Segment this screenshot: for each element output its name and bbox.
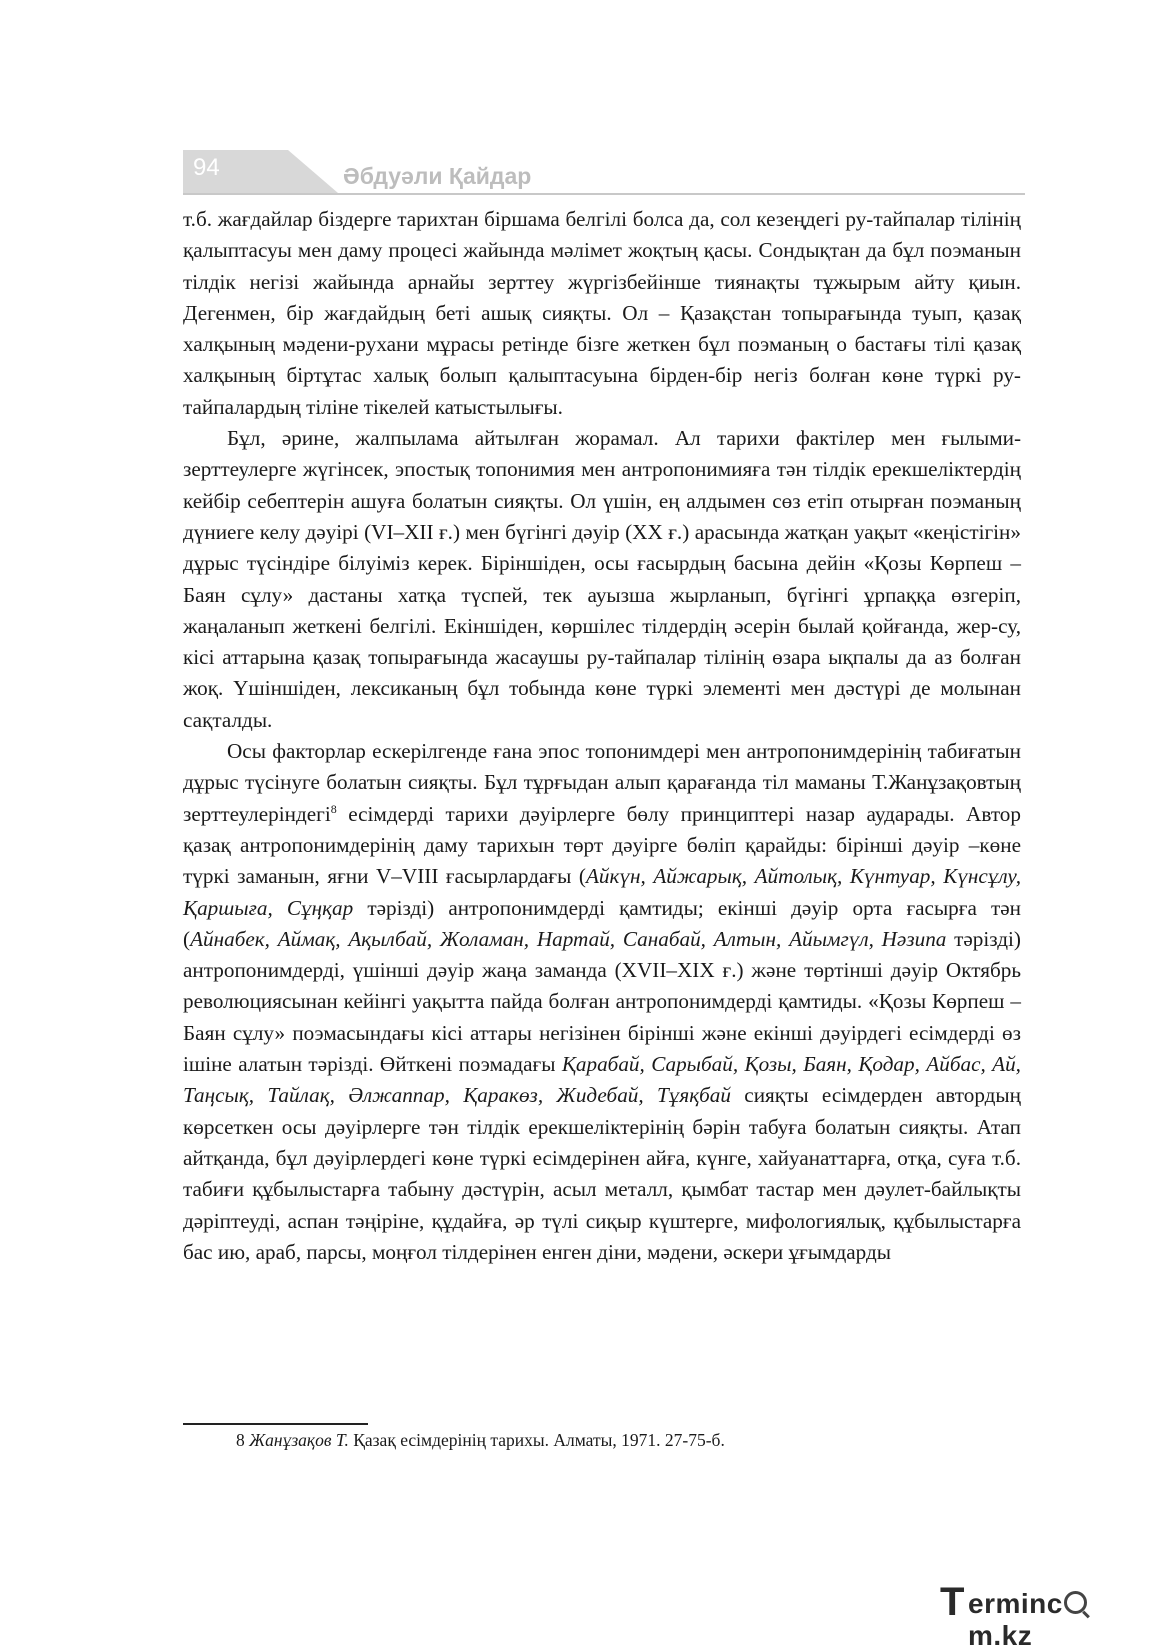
names-second-era: Айнабек, Аймақ, Ақылбай, Жоламан, Нартай, Санабай, Алтын, Айымгүл, Нәзипа bbox=[190, 926, 947, 951]
paragraph-3 bbox=[183, 736, 1021, 1268]
footnote-text: Қазақ есімдерінің тарихы. Алматы, 1971. 27-75-б. bbox=[348, 1430, 725, 1450]
footnote-rule bbox=[183, 1423, 368, 1425]
paragraph-1-text: т.б. жағдайлар біздерге тарихтан біршама белгілі болса да, сол кезеңдегі ру-тайпалар тілінің қалыптасуы мен даму процесі жайында мәлімет жоқтың қасы. Сондықтан да бұл поэманын тілдік негізі жайында арнайы зерттеу жүргізбейінше тиянақты тұжырым айту қиын. Дегенмен, бір жағдайдың беті ашық сияқты. Ол – Қазақстан топырағында туып, қазақ халқының мәдени-рухани мұрасы ретінде бізге жеткен бұл поэманың о бастағы тілі қазақ халқының біртұтас халық болып қалыптасуына бірден-бір негіз болған көне түркі ру-тайпалардың тіліне тікелей катыстылығы. bbox=[183, 207, 1021, 419]
footnote-ref[interactable]: 8 bbox=[330, 801, 337, 816]
page-number: 94 bbox=[193, 154, 220, 181]
watermark-logo bbox=[940, 1580, 1140, 1651]
names-poem: Қарабай, Сарыбай, Қозы, Баян, Қодар, Айбас, Ай, Таңсық, Тайлақ, Әлжаппар, Қаракөз, Жидебай, Тұяқбай bbox=[183, 1052, 1021, 1108]
page-header bbox=[183, 150, 1025, 195]
watermark-text-1: erminc bbox=[968, 1588, 1063, 1619]
paragraph-3-text-c: тәрізді) антропонимдерді қамтиды; екінші дәуір орта ғасырға тән ( bbox=[183, 895, 1021, 951]
magnifier-icon bbox=[1064, 1591, 1087, 1614]
body-text bbox=[183, 204, 1021, 1268]
names-first-era: Айкүн, Айжарық, Айтолық, Күнтуар, Күнсұлу, Қаршыға, Сұңқар bbox=[183, 864, 1021, 920]
paragraph-3-text-d: тәрізді) антропонимдерді, үшінші дәуір жаңа заманда (XVII–XIX ғ.) және төртінші дәуір Октябрь революциясынан кейінгі уақытта пайда болған антропонимдерді қамтиды. «Қозы Көрпеш – Баян сұлу» поэмасындағы кісі аттары негізінен бірінші және екінші дәуірдегі есімдерді өз ішіне алатын тәрізді. Өйткені поэмадағы bbox=[183, 926, 1021, 1077]
paragraph-2-text: Бұл, әрине, жалпылама айтылған жорамал. Ал тарихи фактілер мен ғылыми-зерттеулерге жүгінсек, эпостық топонимия мен антропонимияға тән тілдік ерекшеліктердің кейбір себептерін ашуға болатын сияқты. Ол үшін, ең алдымен сөз етіп отырған поэманың дүниеге келу дәуірі (VI–XII ғ.) мен бүгінгі дәуір (XX ғ.) арасында жатқан уақыт «кеңістігін» дұрыс түсіндіре білуіміз керек. Біріншіден, осы ғасырдың басына дейін «Қозы Көрпеш – Баян сұлу» дастаны хатқа түспей, тек ауызша жырланып, бүгінгі ұрпаққа өзгеріп, жаңаланып жеткені белгілі. Екіншіден, көршілес тілдердің әсерін былай қойғанда, жер-су, кісі аттарына қазақ топырағында жасаушы ру-тайпалар тілінің өзара ықпалы да аз болған жоқ. Үшіншіден, лексиканың бұл тобында көне түркі элементі мен дәстүрі де молынан сақталды. bbox=[183, 426, 1021, 732]
paragraph-2 bbox=[183, 423, 1021, 736]
paragraph-3-text-a: Осы факторлар ескерілгенде ғана эпос топонимдері мен антропонимдерінің табиғатын дұрыс түсінуге болатын сияқты. Бұл тұрғыдан алып қарағанда тіл маманы Т.Жанұзақовтың зерттеулеріндегі bbox=[183, 739, 1021, 826]
paragraph-3-text-b: есімдерді тарихи дәуірлерге бөлу принциптері назар аударады. Автор қазақ антропонимдерінің даму тарихын төрт дәуірге бөліп қарайды: бірінші дәуір –көне түркі заманын, яғни V–VIII ғасырлардағы ( bbox=[183, 801, 1021, 889]
watermark-text-2: m.kz bbox=[968, 1620, 1033, 1651]
paragraph-3-text-e: сияқты есімдерден автордың көрсеткен осы дәуірлерге тән тілдік ерекшеліктерінің бәрін табуға болатын сияқты. Атап айтқанда, бұл дәуірлердегі көне түркі есімдерінен айға, күнге, хайуанаттарға, отқа, суға т.б. табиғи құбылыстарға табыну дәстүрін, асыл металл, қымбат тастар мен дәулет-байлықты дәріптеуді, аспан тәңіріне, құдайға, әр түлі сиқыр күштерге, мифологиялық, құбылыстарға бас ию, араб, парсы, моңғол тілдерінен енген діни, мәдени, әскери ұғымдарды bbox=[183, 1083, 1021, 1264]
footnote bbox=[236, 1428, 1016, 1452]
watermark-t: T bbox=[940, 1580, 965, 1624]
header-rule bbox=[183, 193, 1025, 195]
running-head: Әбдуәли Қайдар bbox=[343, 163, 532, 189]
header-wedge bbox=[278, 150, 338, 193]
footnote-number: 8 bbox=[236, 1430, 245, 1450]
footnote-author: Жанұзақов Т. bbox=[249, 1430, 349, 1450]
paragraph-1 bbox=[183, 204, 1021, 423]
